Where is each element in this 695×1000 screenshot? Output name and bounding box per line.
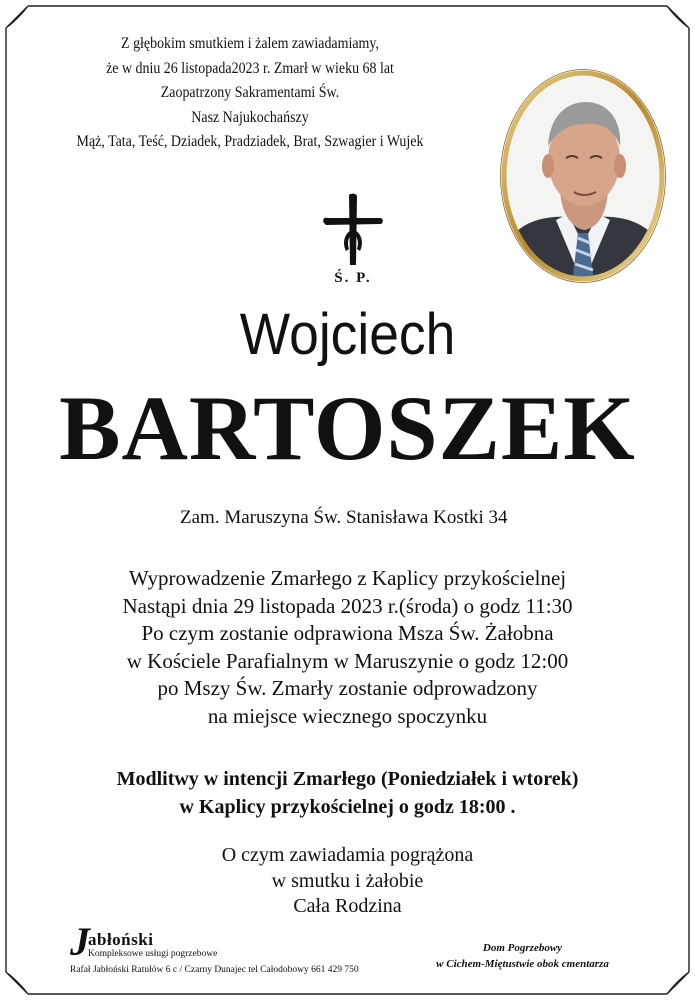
details-line: Nastąpi dnia 29 listopada 2023 r.(środa) o godz 11:30 xyxy=(122,593,573,618)
residence-address: Zam. Maruszyna Św. Stanisława Kostki 34 xyxy=(180,507,508,528)
closing-line: Cała Rodzina xyxy=(293,895,402,917)
details-line: po Mszy Św. Zmarły zostanie odprowadzony xyxy=(157,676,538,700)
intro-line: Z głębokim smutkiem i żalem zawiadamiamy, xyxy=(121,35,379,52)
home-line: w Cichem-Miętustwie obok cmentarza xyxy=(436,958,609,970)
home-line: Dom Pogrzebowy xyxy=(482,942,563,954)
closing-line: w smutku i żałobie xyxy=(271,869,424,892)
prayer-line: Modlitwy w intencji Zmarłego (Poniedziałek i wtorek) xyxy=(116,768,579,790)
cross-icon xyxy=(322,193,384,267)
surname: BARTOSZEK xyxy=(59,377,636,479)
closing-line: O czym zawiadamia pogrążona xyxy=(221,844,474,866)
prayer-info xyxy=(20,765,675,821)
sp-label: Ś. P. xyxy=(334,270,372,286)
funeral-details xyxy=(20,565,675,730)
prayer-line: w Kaplicy przykościelnej o godz 18:00 . xyxy=(179,796,516,818)
details-line: w Kościele Parafialnym w Maruszynie o godz 12:00 xyxy=(126,648,569,673)
details-line: Wyprowadzenie Zmarłego z Kaplicy przykościelnej xyxy=(128,566,567,590)
logo-address: Rafał Jabłoński Ratułów 6 c / Czarny Dunajec tel Całodobowy 661 429 750 xyxy=(70,965,359,975)
portrait-photo xyxy=(498,68,668,284)
intro-line: Mąż, Tata, Teść, Dziadek, Pradziadek, Brat, Szwagier i Wujek xyxy=(76,133,424,150)
details-line: na miejsce wiecznego spoczynku xyxy=(207,703,488,728)
intro-line: Nasz Najukochańszy xyxy=(191,108,309,126)
family-closing xyxy=(120,843,575,920)
intro-line: że w dniu 26 listopada2023 r. Zmarł w wieku 68 lat xyxy=(106,59,394,77)
announcement-intro xyxy=(52,32,448,155)
logo-name: abłoński xyxy=(88,930,154,949)
funeral-home-location xyxy=(415,940,630,972)
details-line: Po czym zostanie odprawiona Msza Św. Żałobna xyxy=(141,621,554,645)
first-name: Wojciech xyxy=(239,302,456,367)
logo-initial: J xyxy=(70,919,90,964)
intro-line: Zaopatrzony Sakramentami Św. xyxy=(160,84,340,101)
logo-subtitle: Kompleksowe usługi pogrzebowe xyxy=(88,949,218,959)
